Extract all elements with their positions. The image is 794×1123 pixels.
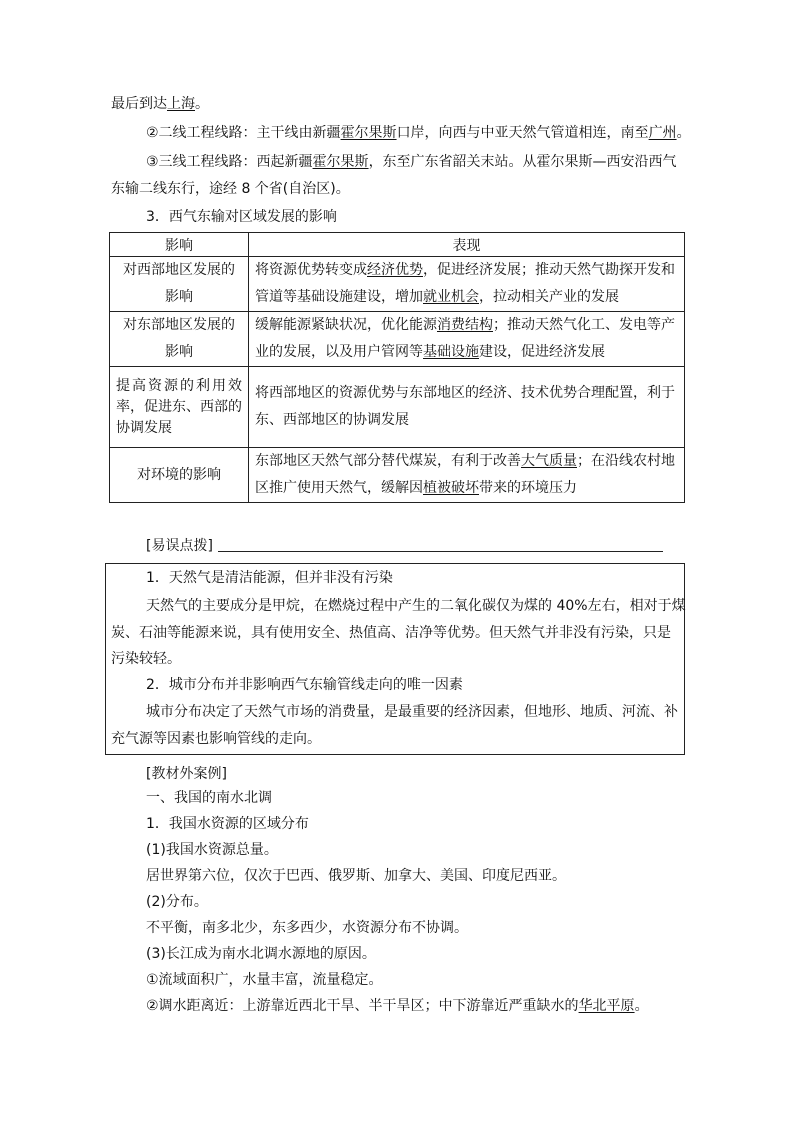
performance-cell <box>249 312 685 367</box>
performance-cell <box>249 367 685 448</box>
text: 缓解能源紧缺状况，优化能源 <box>255 317 437 333</box>
text: ②二线工程线路：主干线由新疆 <box>146 125 341 141</box>
text: 东部地区天然气部分替代煤炭，有利于改善 <box>255 453 521 469</box>
text: 。 <box>634 998 649 1014</box>
tip-2-line: 充气源等因素也影响管线的走向。 <box>111 731 321 747</box>
tip-1-title: 1．天然气是清洁能源，但并非没有污染 <box>146 570 393 586</box>
intro-line-3 <box>146 152 677 172</box>
underlined-keyword: 就业机会 <box>423 289 479 305</box>
tips-box <box>105 563 685 755</box>
extra-text: 居世界第六位，仅次于巴西、俄罗斯、加拿大、美国、印度尼西亚。 <box>146 868 566 884</box>
text: 业的发展，以及用户管网等 <box>255 344 423 360</box>
intro-line-4: 东输二线东行，途经 8 个省(自治区)。 <box>111 181 350 197</box>
underlined-keyword: 广州 <box>648 125 677 141</box>
text: ②调水距离近：上游靠近西北干旱、半干旱区；中下游靠近严重缺水的 <box>146 998 579 1014</box>
performance-cell <box>249 257 685 312</box>
text: 最后到达 <box>111 96 167 112</box>
underlined-keyword: 大气质量 <box>521 453 577 469</box>
text: 提高资源的利用效 <box>116 377 242 394</box>
intro-line-2 <box>146 123 691 143</box>
text: 口岸，向西与中亚天然气管道相连，南至 <box>396 125 649 141</box>
text: 对东部地区发展的 <box>123 317 235 333</box>
tips-title-rule <box>218 551 663 552</box>
extra-title: [教材外案例] <box>146 766 227 782</box>
text: ；在沿线农村地 <box>577 453 675 469</box>
text: ③三线工程线路：西起新疆 <box>146 154 313 170</box>
header-performance: 表现 <box>249 233 685 257</box>
extra-heading-2: 1．我国水资源的区域分布 <box>146 816 309 832</box>
text: 。 <box>676 125 691 141</box>
text: 。 <box>195 96 209 112</box>
underlined-keyword: 华北平原 <box>578 998 635 1014</box>
text: 将西部地区的资源优势与东部地区的经济、技术优势合理配置，利于 <box>255 385 675 401</box>
intro-line-1 <box>111 94 209 114</box>
underlined-keyword: 经济优势 <box>367 262 423 278</box>
extra-text: ①流域面积广，水量丰富，流量稳定。 <box>146 972 383 988</box>
impact-table <box>109 232 685 503</box>
tip-1-line: 天然气的主要成分是甲烷，在燃烧过程中产生的二氧化碳仅为煤的 40%左右，相对于煤 <box>146 598 686 614</box>
table-row <box>110 257 685 312</box>
header-effect: 影响 <box>110 233 249 257</box>
underlined-keyword: 基础设施 <box>423 344 479 360</box>
text: 对西部地区发展的 <box>123 262 235 278</box>
tip-2-line: 城市分布决定了天然气市场的消费量，是最重要的经济因素，但地形、地质、河流、补 <box>146 704 678 720</box>
tip-2-title: 2．城市分布并非影响西气东输管线走向的唯一因素 <box>146 677 463 693</box>
extra-text <box>146 996 649 1016</box>
extra-heading-1: 一、我国的南水北调 <box>146 790 272 806</box>
table-row <box>110 312 685 367</box>
effect-cell <box>110 312 249 367</box>
underlined-keyword: 霍尔果斯 <box>312 154 369 170</box>
effect-cell <box>110 367 249 448</box>
table-row <box>110 448 685 503</box>
underlined-keyword: 植被破坏 <box>423 480 479 496</box>
extra-subheading: (1)我国水资源总量。 <box>146 842 278 858</box>
text: 影响 <box>165 289 193 305</box>
tip-1-line: 污染较轻。 <box>111 651 181 667</box>
underlined-keyword: 霍尔果斯 <box>340 125 397 141</box>
section-3-heading: 3．西气东输对区域发展的影响 <box>146 209 337 225</box>
text: 率，促进东、西部的 <box>116 398 242 415</box>
text: ；推动天然气化工、发电等产 <box>493 317 675 333</box>
effect-cell <box>110 257 249 312</box>
text: 区推广使用天然气，缓解因 <box>255 480 423 496</box>
effect-cell: 对环境的影响 <box>110 448 249 503</box>
underlined-keyword: 上海 <box>167 96 195 112</box>
extra-subheading: (3)长江成为南水北调水源地的原因。 <box>146 946 376 962</box>
extra-text: 不平衡，南多北少，东多西少，水资源分布不协调。 <box>146 920 468 936</box>
text: ，东至广东省韶关末站。从霍尔果斯—西安沿西气 <box>368 154 677 170</box>
text: 协调发展 <box>116 419 172 436</box>
text: ，拉动相关产业的发展 <box>479 289 619 305</box>
text: ，促进经济发展；推动天然气勘探开发和 <box>423 262 675 278</box>
text: 建设，促进经济发展 <box>479 344 605 360</box>
tip-1-line: 炭、石油等能源来说，具有使用安全、热值高、洁净等优势。但天然气并非没有污染，只是 <box>111 625 671 641</box>
text: 影响 <box>165 344 193 360</box>
text: 东、西部地区的协调发展 <box>255 412 409 428</box>
table-header-row <box>110 233 685 257</box>
table-row <box>110 367 685 448</box>
extra-subheading: (2)分布。 <box>146 894 208 910</box>
underlined-keyword: 消费结构 <box>437 317 493 333</box>
text: 管道等基础设施建设，增加 <box>255 289 423 305</box>
tips-title: [易误点拨] <box>146 538 213 554</box>
text: 将资源优势转变成 <box>255 262 367 278</box>
text: 带来的环境压力 <box>479 480 577 496</box>
performance-cell <box>249 448 685 503</box>
